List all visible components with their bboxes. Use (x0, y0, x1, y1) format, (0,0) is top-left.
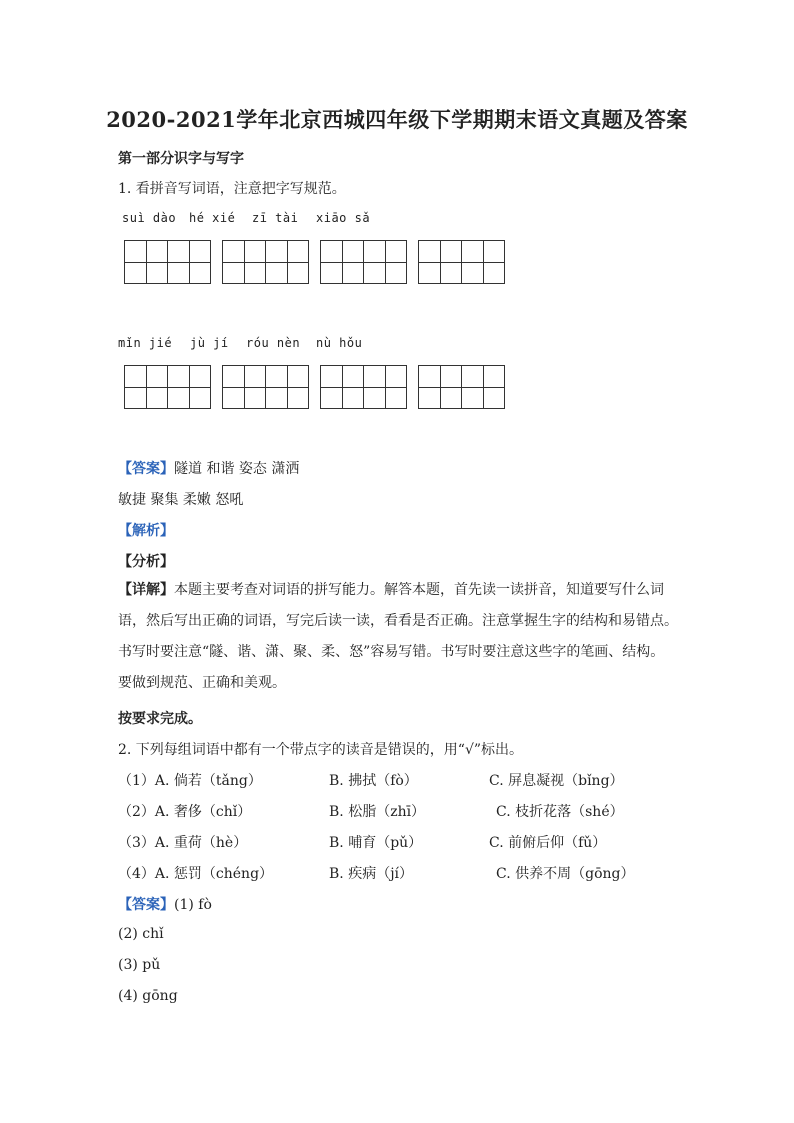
option-row-1a: （1）A. 倘若（tǎng） (118, 773, 262, 789)
option-row-4a: （4）A. 惩罚（chéng） (118, 866, 274, 882)
option-row-2a: （2）A. 奢侈（chǐ） (118, 804, 252, 820)
answer-2 (118, 894, 212, 914)
pinyin-8: nù hǒu (316, 336, 363, 350)
page-title: 2020-2021学年北京西城四年级下学期期末语文真题及答案 (106, 107, 688, 132)
section-heading-2: 按要求完成。 (118, 711, 202, 727)
option-row-1b: B. 拂拭（fò） (329, 773, 418, 789)
option-row-1c: C. 屏息凝视（bǐng） (489, 773, 624, 789)
writing-grid[interactable] (222, 365, 308, 409)
answer-tag: 【答案】 (118, 897, 174, 913)
writing-grid[interactable] (222, 240, 308, 284)
answer-2-item-1: (1) fò (174, 897, 212, 913)
fenxi-tag: 【分析】 (118, 554, 174, 570)
pinyin-4: xiāo sǎ (316, 211, 371, 225)
pinyin-3: zī tài (252, 211, 299, 225)
answer-1 (118, 458, 299, 478)
detail-paragraph (118, 575, 678, 699)
pinyin-7: róu nèn (246, 336, 301, 350)
writing-grid[interactable] (320, 365, 406, 409)
question-2-prompt: 2. 下列每组词语中都有一个带点字的读音是错误的，用“√”标出。 (118, 742, 524, 758)
detail-tag: 【详解】 (118, 582, 174, 598)
writing-grid[interactable] (124, 365, 210, 409)
analysis-tag: 【解析】 (118, 523, 174, 539)
answer-2-item-2: (2) chǐ (118, 926, 164, 942)
option-row-3b: B. 哺育（pǔ） (329, 835, 423, 851)
writing-grid[interactable] (124, 240, 210, 284)
answer-tag: 【答案】 (118, 461, 174, 477)
pinyin-5: mǐn jié (118, 336, 173, 350)
pinyin-6: jù jí (190, 336, 229, 350)
pinyin-1: suì dào (122, 211, 177, 225)
writing-grid[interactable] (418, 365, 504, 409)
writing-grid[interactable] (418, 240, 504, 284)
writing-grid[interactable] (320, 240, 406, 284)
option-row-4b: B. 疾病（jí） (329, 866, 414, 882)
option-row-2c: C. 枝折花落（shé） (496, 804, 624, 820)
pinyin-2: hé xié (189, 211, 236, 225)
detail-text: 本题主要考查对词语的拼写能力。解答本题，首先读一读拼音，知道要写什么词语，然后写出正确的词语，写完后读一读，看看是否正确。注意掌握生字的结构和易错点。书写时要注意“隧、谐、潇、聚、柔、怒”容易写错。书写时要注意这些字的笔画、结构。要做到规范、正确和美观。 (118, 582, 678, 691)
section-heading-1: 第一部分识字与写字 (118, 151, 244, 167)
question-1-prompt: 1. 看拼音写词语，注意把字写规范。 (118, 181, 346, 197)
option-row-4c: C. 供养不周（gōng） (496, 866, 635, 882)
option-row-3a: （3）A. 重荷（hè） (118, 835, 248, 851)
answer-2-item-4: (4) gōng (118, 988, 178, 1004)
option-row-3c: C. 前俯后仰（fǔ） (489, 835, 607, 851)
answer-line-2: 敏捷 聚集 柔嫩 怒吼 (118, 492, 244, 508)
option-row-2b: B. 松脂（zhī） (329, 804, 426, 820)
answer-line-1: 隧道 和谐 姿态 潇洒 (174, 461, 300, 477)
answer-2-item-3: (3) pǔ (118, 957, 161, 973)
